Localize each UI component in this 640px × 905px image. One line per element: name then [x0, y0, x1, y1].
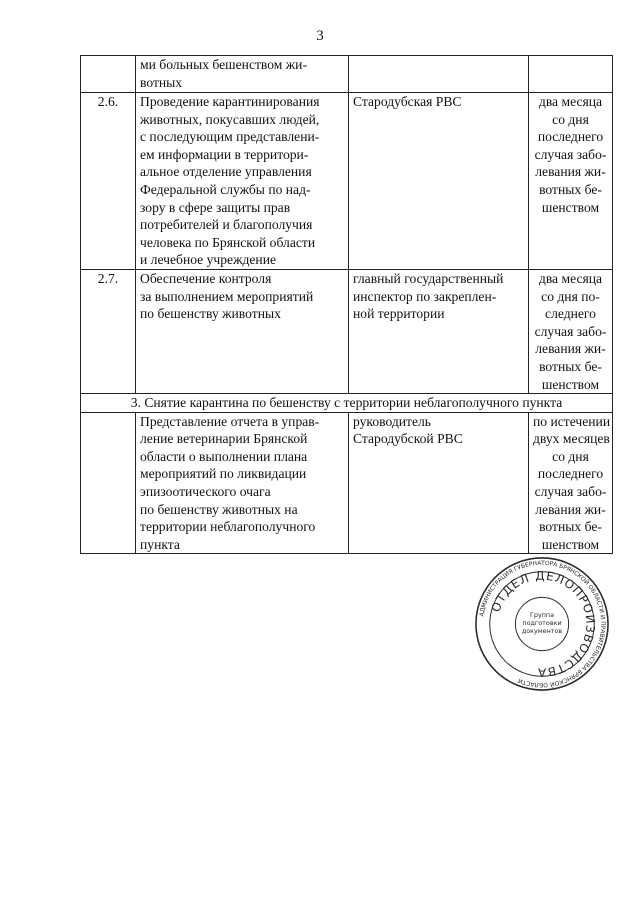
term-cell-line: по истечении	[533, 413, 611, 429]
item-number: 2.6.	[81, 93, 136, 270]
activity-cell-line: по бешенству животных	[140, 306, 281, 322]
term-cell-line: со дня	[552, 448, 589, 464]
item-number	[81, 56, 136, 93]
activity-cell-line: территории неблагополучного	[140, 519, 316, 535]
term-cell-line: случая забо-	[534, 146, 607, 162]
activity-cell-line: Федеральной службы по над-	[140, 181, 311, 197]
term-cell-line: следнего	[545, 306, 596, 322]
activity-cell-line: области о выполнении плана	[140, 448, 308, 464]
activity-cell-line: ми больных бешенством жи-	[140, 57, 307, 72]
term-cell-line: последнего	[537, 129, 604, 145]
term-cell-line: два месяца	[538, 94, 603, 109]
plan-table	[80, 55, 613, 554]
term-cell-line: случая забо-	[534, 323, 607, 339]
activity-cell-line: по бешенству животных на	[140, 501, 298, 517]
page-number: 3	[316, 28, 324, 44]
term-cell-line: со дня по-	[541, 288, 600, 304]
responsible-cell-line: Стародубская РВС	[353, 94, 462, 109]
activity-cell-line: мероприятий по ликвидации	[140, 466, 307, 482]
table-row	[81, 269, 613, 393]
table-row	[81, 412, 613, 554]
item-number	[81, 412, 136, 554]
term-cell-line: случая забо-	[534, 484, 607, 500]
responsible-cell	[349, 56, 529, 93]
term-cell-line: двух месяцев	[533, 431, 610, 447]
activity-cell-line: Проведение карантинирования	[140, 94, 320, 109]
activity-cell-line: эпизоотического очага	[140, 484, 271, 500]
term-cell	[529, 269, 613, 393]
activity-cell-line: альное отделение управления	[140, 164, 312, 180]
activity-cell-line: Обеспечение контроля	[140, 270, 272, 286]
term-cell-line: шенством	[541, 199, 600, 215]
term-cell-line: вотных бе-	[539, 181, 602, 197]
responsible-cell-line: инспектор по закреплен-	[353, 288, 497, 304]
term-cell	[529, 93, 613, 270]
section-3-title: 3. Снятие карантина по бешенству с территории неблагополучного пункта	[81, 394, 613, 413]
responsible-cell-line: ной территории	[353, 306, 445, 322]
term-cell-line: шенством	[541, 536, 600, 552]
office-stamp	[473, 555, 611, 693]
term-cell-line: левания жи-	[535, 341, 606, 357]
term-cell-line: вотных бе-	[539, 358, 602, 374]
activity-cell-line: с последующим представлени-	[140, 129, 320, 145]
responsible-cell	[349, 412, 529, 554]
table-row	[81, 93, 613, 270]
stamp-outer-ring-text: АДМИНИСТРАЦИЯ ГУБЕРНАТОРА БРЯНСКОЙ ОБЛАСТИ И ПРАВИТЕЛЬСТВА БРЯНСКОЙ ОБЛАСТИ	[479, 560, 606, 688]
term-cell-line: вотных бе-	[539, 519, 602, 535]
term-cell-line: левания жи-	[535, 164, 606, 180]
term-cell	[529, 412, 613, 554]
activity-cell-line: Представление отчета в управ-	[140, 413, 320, 429]
activity-cell-line: ление ветеринарии Брянской	[140, 431, 308, 447]
term-cell-line: шенством	[541, 376, 600, 392]
activity-cell-line: пункта	[140, 536, 180, 552]
term-cell-line: два месяца	[538, 270, 603, 286]
activity-cell	[136, 93, 349, 270]
stamp-inner-ring-text: ОТДЕЛ ДЕЛОПРОИЗВОДСТВА	[488, 568, 598, 680]
activity-cell-line: ем информации в территори-	[140, 146, 309, 162]
activity-cell	[136, 269, 349, 393]
responsible-cell	[349, 93, 529, 270]
term-cell-line: последнего	[537, 466, 604, 482]
activity-cell-line: человека по Брянской области	[140, 234, 316, 250]
activity-cell-line: вотных	[140, 74, 183, 90]
term-cell	[529, 56, 613, 93]
responsible-cell-line: руководитель	[353, 413, 432, 429]
activity-cell	[136, 412, 349, 554]
table-row	[81, 56, 613, 93]
stamp-center-text: Группа подготовки документов	[521, 611, 563, 635]
activity-cell	[136, 56, 349, 93]
term-cell-line: со дня	[552, 111, 589, 127]
activity-cell-line: и лечебное учреждение	[140, 252, 276, 268]
activity-cell-line: зору в сфере защиты прав	[140, 199, 291, 215]
responsible-cell-line: главный государственный	[353, 270, 504, 286]
responsible-cell	[349, 269, 529, 393]
item-number: 2.7.	[81, 269, 136, 393]
term-cell-line: левания жи-	[535, 501, 606, 517]
responsible-cell-line: Стародубской РВС	[353, 431, 463, 447]
activity-cell-line: за выполнением мероприятий	[140, 288, 314, 304]
activity-cell-line: животных, покусавших людей,	[140, 111, 320, 127]
section-row	[81, 394, 613, 413]
activity-cell-line: потребителей и благополучия	[140, 217, 313, 233]
